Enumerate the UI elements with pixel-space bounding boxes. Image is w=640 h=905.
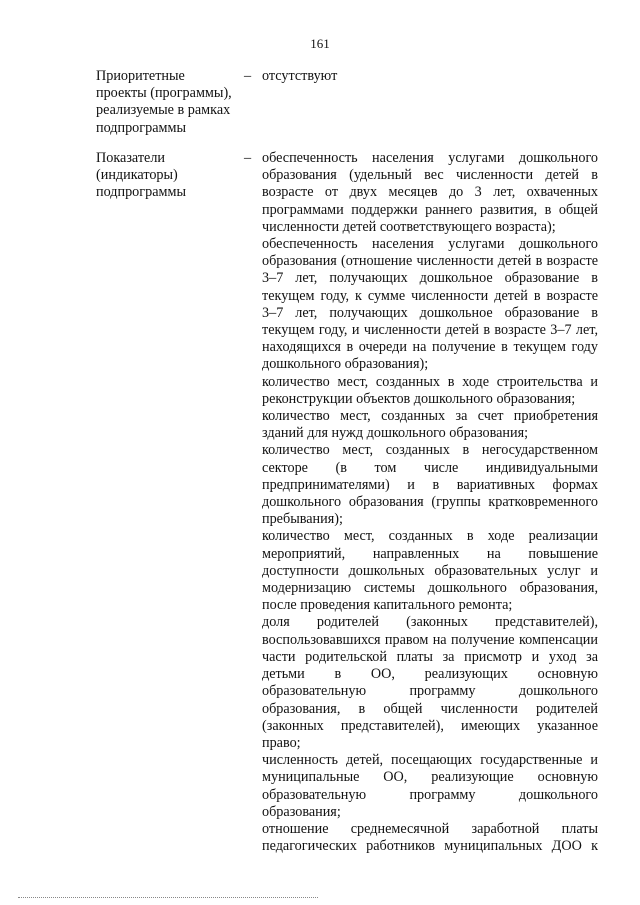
- value-paragraph: количество мест, созданных в ходе строительства и реконструкции объектов дошкольного образования;: [262, 373, 598, 407]
- row-label: Показатели (индикаторы) подпрограммы: [96, 150, 186, 201]
- value-paragraph: доля родителей (законных представителей), воспользовавшихся правом на получение компенсации части родительской платы за присмотр и уход за детьми в ОО, реализующих основную образовательную программу дошкольного образования, в общей численности родителей (законных представителей), имеющих указанное право;: [262, 614, 598, 751]
- row-label: Приоритетные проекты (программы), реализуемые в рамках подпрограммы: [96, 68, 232, 136]
- value-paragraph: количество мест, созданных за счет приобретения зданий для нужд дошкольного образования;: [262, 408, 598, 442]
- value-paragraph: обеспеченность населения услугами дошкольного образования (отношение численности детей в возрасте 3–7 лет, получающих дошкольное образование в текущем году, к сумме численности детей в возрасте 3–7 лет, получающих дошкольное образование в текущем году, и численности детей в возрасте 3–7 лет, находящихся в очереди на получение в текущем году дошкольного образования);: [262, 236, 598, 373]
- footer-line: [18, 897, 318, 900]
- value-paragraph: отношение среднемесячной заработной платы педагогических работников муниципальных ДОО к: [262, 820, 598, 855]
- value-paragraph: обеспеченность населения услугами дошкольного образования (удельный вес численности детей в возрасте от двух месяцев до 3 лет, охваченных программами поддержки раннего развития, в общей численности детей соответствующего возраста);: [262, 150, 598, 235]
- page-number: 161: [310, 36, 330, 51]
- value-paragraph: численность детей, посещающих государственные и муниципальные ОО, реализующие основную образовательную программу дошкольного образования;: [262, 752, 598, 820]
- value-paragraph: количество мест, созданных в негосударственном секторе (в том числе индивидуальными предпринимателями) и в вариативных формах дошкольного образования (группы кратковременного пребывания);: [262, 442, 598, 528]
- row-value: [262, 150, 598, 855]
- value-paragraph: количество мест, созданных в ходе реализации мероприятий, направленных на повышение доступности дошкольных образовательных услуг и модернизацию системы дошкольного образования, после проведения капитального ремонта;: [262, 528, 598, 614]
- row-dash: –: [244, 150, 252, 166]
- row-dash: –: [244, 68, 252, 84]
- value-paragraph: отсутствуют: [262, 68, 338, 84]
- row-value: [262, 68, 598, 85]
